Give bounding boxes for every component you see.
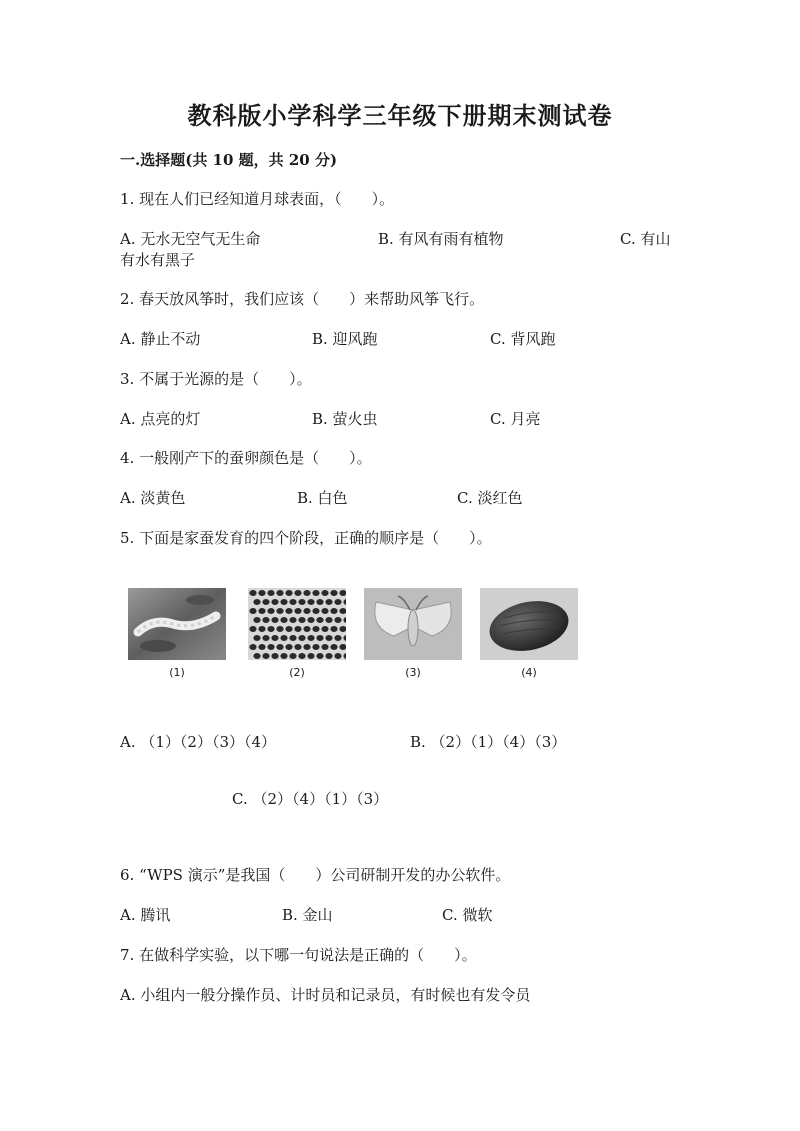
q2-option-b: B. 迎风跑 bbox=[312, 330, 378, 348]
q6-option-c: C. 微软 bbox=[442, 906, 493, 924]
q4-option-b: B. 白色 bbox=[297, 489, 348, 507]
q7-option-a: A. 小组内一般分操作员、计时员和记录员，有时候也有发令员 bbox=[120, 986, 531, 1004]
q6-option-a: A. 腾讯 bbox=[120, 906, 171, 924]
q3-option-b: B. 萤火虫 bbox=[312, 410, 378, 428]
q1-option-b: B. 有风有雨有植物 bbox=[378, 230, 504, 248]
section-heading: 一.选择题(共 10 题，共 20 分) bbox=[120, 151, 338, 169]
q1-option-a: A. 无水无空气无生命 bbox=[120, 230, 261, 248]
page-title: 教科版小学科学三年级下册期末测试卷 bbox=[187, 101, 613, 130]
figure-label-3: (3) bbox=[405, 666, 421, 679]
q4-option-a: A. 淡黄色 bbox=[120, 489, 186, 507]
figure-label-2: (2) bbox=[289, 666, 305, 679]
q2-option-a: A. 静止不动 bbox=[120, 330, 201, 348]
question-1: 1. 现在人们已经知道月球表面，（ ）。 bbox=[120, 190, 395, 208]
question-6: 6. “WPS 演示”是我国（ ）公司研制开发的办公软件。 bbox=[120, 866, 511, 884]
silkworm-eggs-image bbox=[248, 588, 346, 660]
q3-option-a: A. 点亮的灯 bbox=[120, 410, 201, 428]
q2-option-c: C. 背风跑 bbox=[490, 330, 556, 348]
question-3: 3. 不属于光源的是（ ）。 bbox=[120, 370, 312, 388]
q1-option-c: C. 有山 bbox=[620, 230, 671, 248]
q5-option-c: C. （2）（4）（1）（3） bbox=[232, 790, 389, 808]
q3-option-c: C. 月亮 bbox=[490, 410, 541, 428]
question-7: 7. 在做科学实验，以下哪一句说法是正确的（ ）。 bbox=[120, 946, 477, 964]
question-5: 5. 下面是家蚕发育的四个阶段，正确的顺序是（ ）。 bbox=[120, 529, 492, 547]
figure-label-4: (4) bbox=[521, 666, 537, 679]
q4-option-c: C. 淡红色 bbox=[457, 489, 523, 507]
q6-option-b: B. 金山 bbox=[282, 906, 333, 924]
silkworm-larva-image bbox=[128, 588, 226, 660]
silkworm-cocoon-image bbox=[480, 588, 578, 660]
question-2: 2. 春天放风筝时，我们应该（ ）来帮助风筝飞行。 bbox=[120, 290, 485, 308]
q5-option-b: B. （2）（1）（4）（3） bbox=[410, 733, 567, 751]
silkworm-stages-figure bbox=[128, 588, 588, 688]
figure-label-1: (1) bbox=[169, 666, 185, 679]
q5-option-a: A. （1）（2）（3）（4） bbox=[120, 733, 277, 751]
q1-option-c-continued: 有水有黑子 bbox=[120, 251, 196, 269]
question-4: 4. 一般刚产下的蚕卵颜色是（ ）。 bbox=[120, 449, 372, 467]
silkworm-moth-image bbox=[364, 588, 462, 660]
